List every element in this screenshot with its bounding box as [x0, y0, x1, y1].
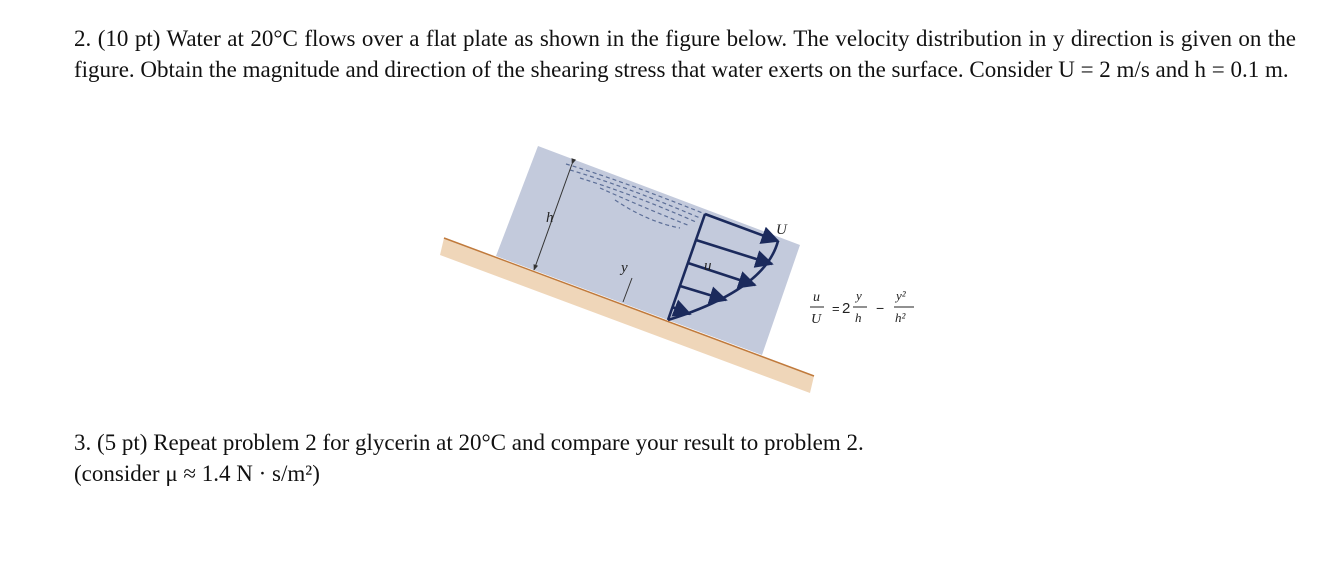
problem-2-text: 2. (10 pt) Water at 20°C flows over a flat plate as shown in the figure below. The velocity distribution in y direction is given on the figure. Obtain the magnitude and direction of the shearing stress that water exerts on the surface. Consider U = 2 m/s and h = 0.1 m.: [74, 26, 1296, 82]
eq-minus: −: [876, 300, 885, 316]
problem-3-text: [74, 427, 1174, 489]
eq-t2-den: h²: [895, 310, 906, 325]
eq-t1-den: h: [855, 310, 862, 325]
problem-3-prefix: (consider: [74, 461, 166, 486]
label-u: u: [704, 258, 712, 274]
problem-3-line1: 3. (5 pt) Repeat problem 2 for glycerin at 20°C and compare your result to problem 2.: [74, 430, 864, 455]
problem-3-line2: [74, 458, 1174, 489]
eq-lhs-num: u: [813, 290, 820, 305]
label-U: U: [776, 222, 787, 238]
eq-lhs-den: U: [811, 312, 822, 327]
eq-t2-num: y²: [896, 288, 906, 303]
eq-equals: =: [832, 301, 840, 316]
label-h: h: [546, 210, 554, 226]
eq-t1-num: y: [856, 288, 862, 303]
flat-plate-figure: [420, 130, 840, 405]
viscosity-value: μ ≈ 1.4 N · s/m²: [165, 461, 313, 486]
equation-overflow: [840, 285, 960, 345]
label-y: y: [621, 260, 628, 276]
problem-3-suffix: ): [312, 461, 320, 486]
velocity-equation: [810, 290, 840, 327]
eq-coef: 2: [842, 300, 851, 317]
